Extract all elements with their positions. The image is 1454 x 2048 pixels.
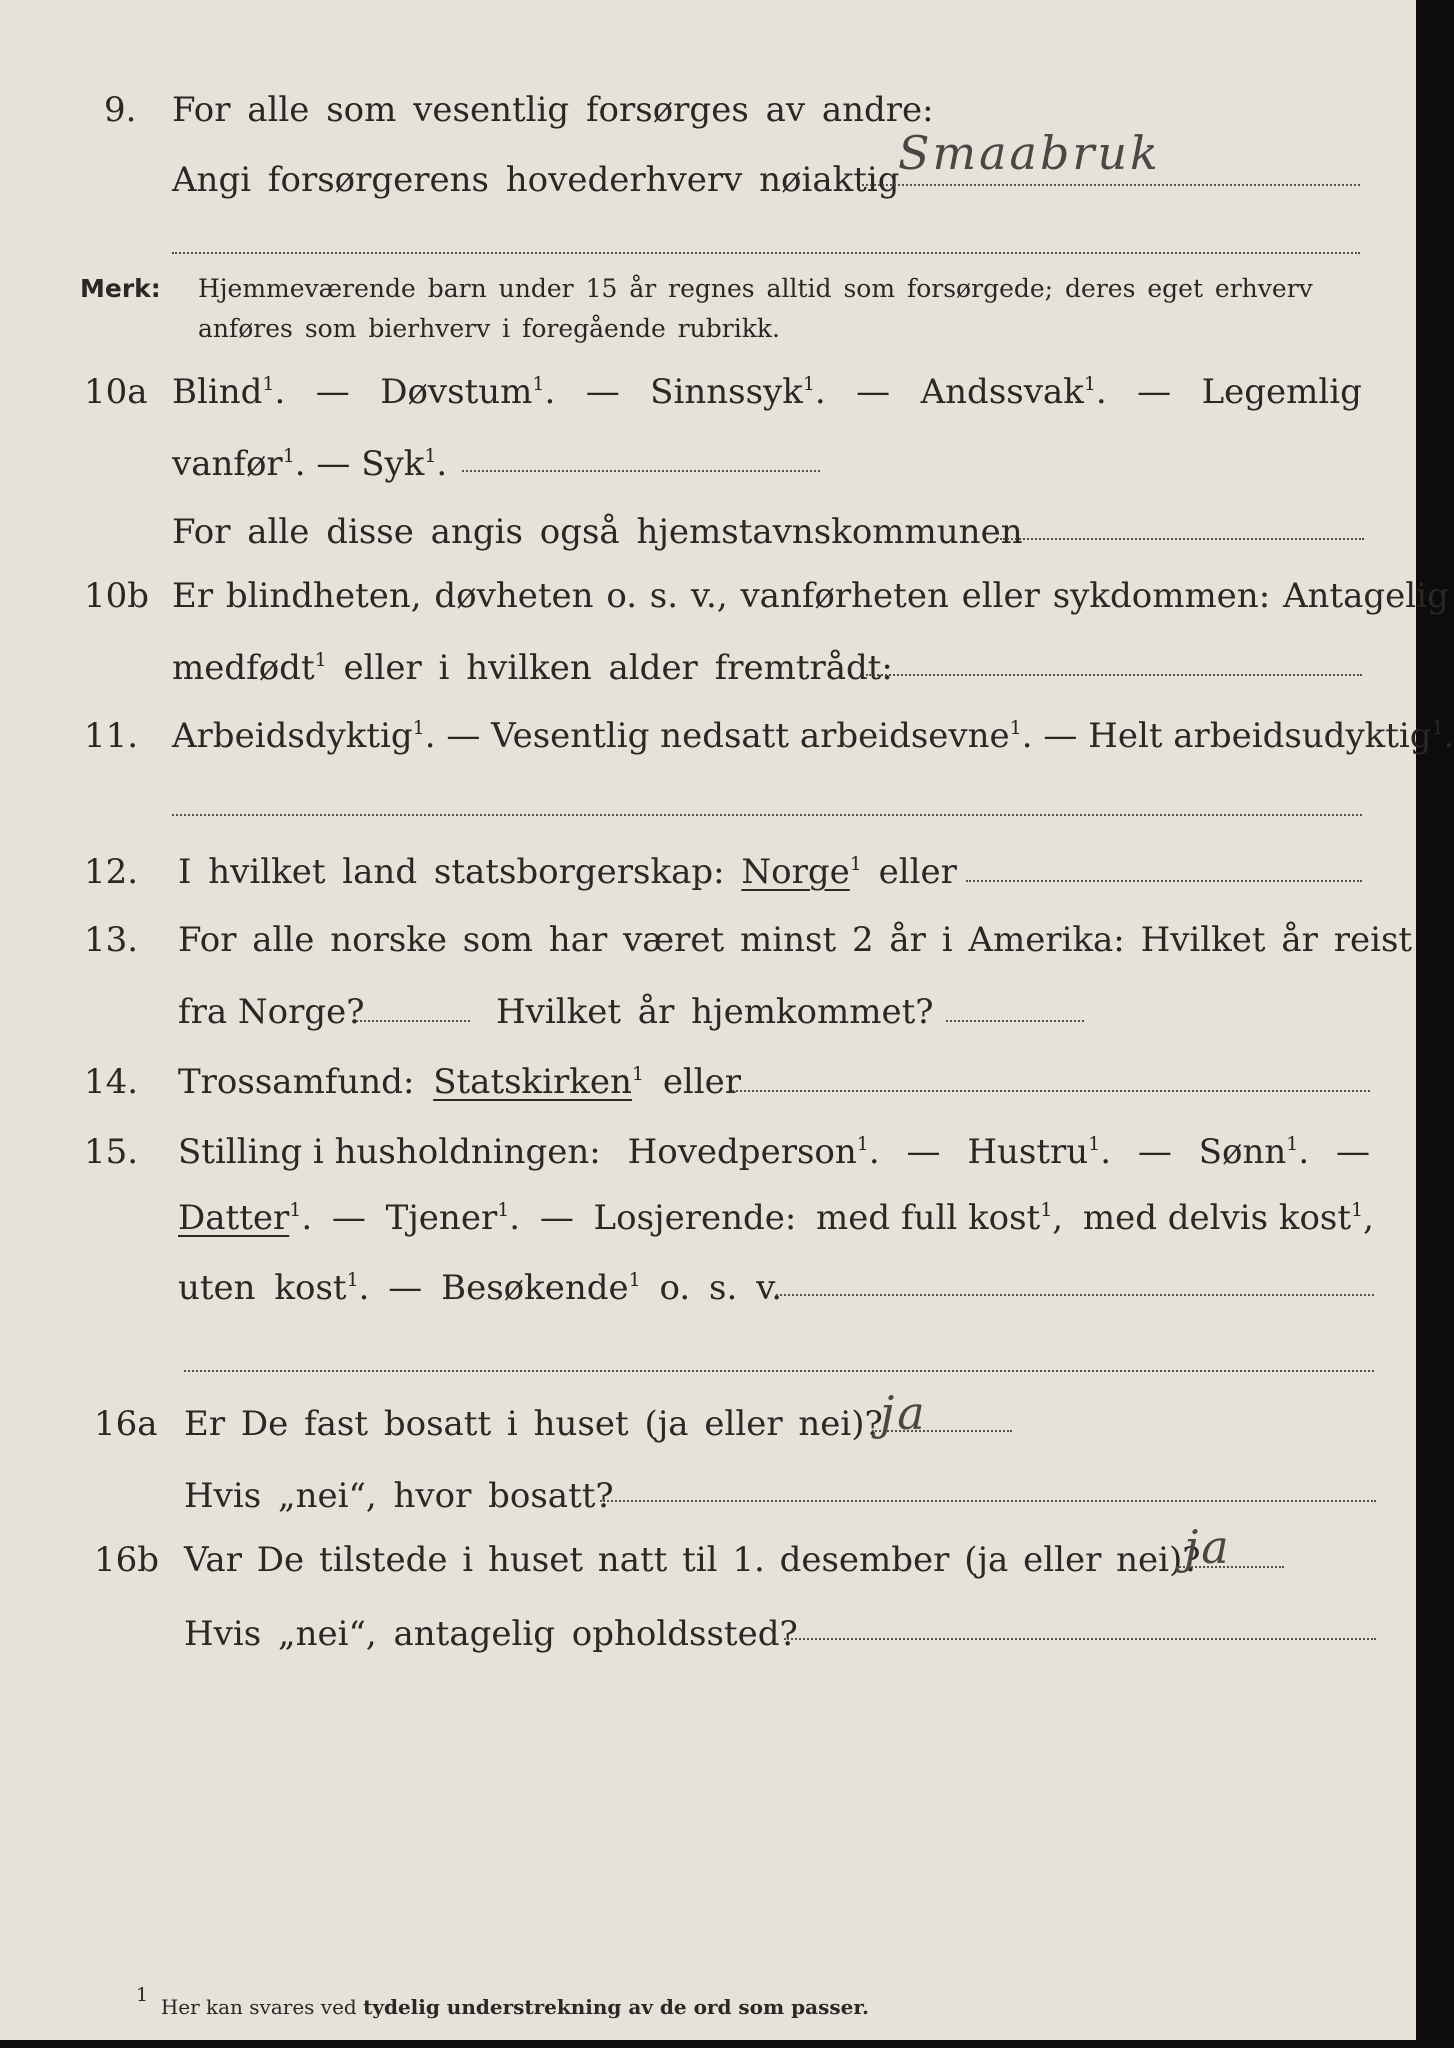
question-text: fra Norge?	[178, 992, 365, 1032]
question-text: Hvis „nei“, hvor bosatt?	[184, 1476, 614, 1516]
option-medfodt: medfødt	[172, 648, 315, 688]
question-text: Er De fast bosatt i huset (ja eller nei)?	[184, 1404, 883, 1444]
option-losjerende: Losjerende:	[593, 1198, 797, 1238]
question-text: Hvilket år hjemkommet?	[496, 992, 934, 1032]
answer-line	[172, 814, 1362, 816]
option-med-full-kost: med full kost	[816, 1198, 1041, 1238]
question-number: 9.	[104, 90, 137, 130]
question-number: 10b	[84, 576, 150, 616]
answer-line	[1000, 538, 1364, 540]
question-number: 13.	[84, 920, 139, 960]
question-text: I hvilket land statsborgerskap:	[178, 852, 725, 892]
answer-line	[184, 1370, 1374, 1372]
option-norge-underlined: Norge	[741, 852, 850, 892]
answer-line	[784, 1638, 1376, 1640]
option-syk: Syk	[361, 444, 425, 484]
answer-line	[776, 1294, 1374, 1296]
answer-line	[462, 470, 820, 472]
option-helt-arbeidsudyktig: . — Helt arbeidsudyktig	[1021, 716, 1432, 756]
option-tjener: Tjener	[385, 1198, 498, 1238]
question-text: Var De tilstede i huset natt til 1. desember (ja eller nei)?	[184, 1540, 1201, 1580]
option-hustru: Hustru	[967, 1132, 1089, 1172]
option-datter-underlined: Datter	[178, 1198, 290, 1238]
answer-line	[356, 1020, 470, 1022]
handwritten-answer: ja	[880, 1386, 928, 1440]
question-number: 10a	[84, 372, 148, 412]
merk-text: anføres som bierhverv i foregående rubrikk.	[198, 314, 780, 343]
option-med-delvis-kost: med delvis kost	[1082, 1198, 1352, 1238]
option-andssvak: Andssvak	[920, 372, 1084, 412]
question-number: 11.	[84, 716, 139, 756]
question-text: Er blindheten, døvheten o. s. v., vanførheten eller sykdommen: Antagelig	[172, 576, 1449, 616]
merk-label: Merk:	[80, 274, 161, 303]
question-text: For alle disse angis også hjemstavnskommunen	[172, 512, 1023, 552]
option-dovstum: Døvstum	[380, 372, 533, 412]
option-sinnssyk: Sinnssyk	[650, 372, 803, 412]
question-number: 16b	[94, 1540, 160, 1580]
option-blind: Blind	[172, 372, 263, 412]
question-text: For alle norske som har været minst 2 år i Amerika: Hvilket år reist	[178, 920, 1413, 960]
option-arbeidsdyktig: Arbeidsdyktig	[172, 716, 413, 756]
answer-line	[732, 1090, 1370, 1092]
question-text: Angi forsørgerens hovederhverv nøiaktig	[172, 160, 900, 200]
option-hovedperson: Hovedperson	[627, 1132, 857, 1172]
option-uten-kost: uten kost	[178, 1268, 347, 1308]
answer-line	[866, 674, 1362, 676]
handwritten-answer: ja	[1184, 1520, 1232, 1574]
footnote: 1 Her kan svares ved tydelig understrekning av de ord som passer.	[136, 1984, 869, 2019]
option-vesentlig-nedsatt: . — Vesentlig nedsatt arbeidsevne	[424, 716, 1010, 756]
question-number: 12.	[84, 852, 139, 892]
question-text: Trossamfund:	[178, 1062, 415, 1102]
option-besokende: Besøkende	[441, 1268, 629, 1308]
merk-text: Hjemmeværende barn under 15 år regnes alltid som forsørgede; deres eget erhverv	[198, 274, 1313, 303]
answer-line	[862, 184, 1360, 186]
question-text: Hvis „nei“, antagelig opholdssted?	[184, 1614, 798, 1654]
answer-line	[172, 252, 1360, 254]
handwritten-answer: Smaabruk	[898, 126, 1161, 180]
answer-line	[946, 1020, 1084, 1022]
question-text: eller i hvilken alder fremtrådt:	[343, 648, 893, 688]
option-legemlig: Legemlig	[1201, 372, 1362, 412]
answer-line	[966, 880, 1362, 882]
answer-line	[600, 1500, 1376, 1502]
option-sonn: Sønn	[1198, 1132, 1287, 1172]
question-text: For alle som vesentlig forsørges av andre:	[172, 90, 934, 130]
question-number: 14.	[84, 1062, 139, 1102]
question-number: 16a	[94, 1404, 158, 1444]
option-statskirken-underlined: Statskirken	[433, 1062, 632, 1102]
question-number: 15.	[84, 1132, 139, 1172]
option-vanfor: vanfør	[172, 444, 283, 484]
census-form-page: 9. For alle som vesentlig forsørges av andre: Angi forsørgerens hovederhverv nøiaktig Smaabruk Merk: Hjemmeværende barn under 15 år regnes alltid som forsørgede; deres eget erhverv anføres som bierhverv i foregående rubrikk. 10a Blind$^1$. — Døvstum$^1$. — Sinnssyk$^1$. — Andssvak$^1$. — Legemlig vanfør$^1$. — Syk$^1$. For alle disse angis også hjemstavnskommunen 10b Er blindheten, døvheten o. s. v., vanførheten eller sykdommen: Antagelig medfødt$^1$ eller i hvilken alder fremtrådt: 11. Arbeidsdyktig$^1$. — Vesentlig nedsatt arbeidsevne$^1$. — Helt arbeidsudyktig$^1$. 12. I hvilket land statsborgerskap: Norge$^1$ eller 13. For alle norske som har været minst 2 år i Amerika: Hvilket år reist fra Norge? Hvilket år hjemkommet? 14. Trossamfund: Statskirken$^1$ eller 15. Stilling i husholdningen: Hovedperson$^1$. — Hustru$^1$. — Sønn$^1$. — Datter$^1$. — Tjener$^1$. — Losjerende: med full kost$^1$, med delvis kost$^1$, uten kost$^1$. — Besøkende$^1$ o. s. v. 16a Er De fast bosatt i huset (ja eller nei)? ja Hvis „nei“, hvor bosatt? 16b Var De tilstede i huset natt til 1. desember (ja eller nei)? ja Hvis „nei“, antagelig opholdssted? 1 Her kan svares ved tydelig understrekning av de ord som passer.	[0, 0, 1416, 2040]
